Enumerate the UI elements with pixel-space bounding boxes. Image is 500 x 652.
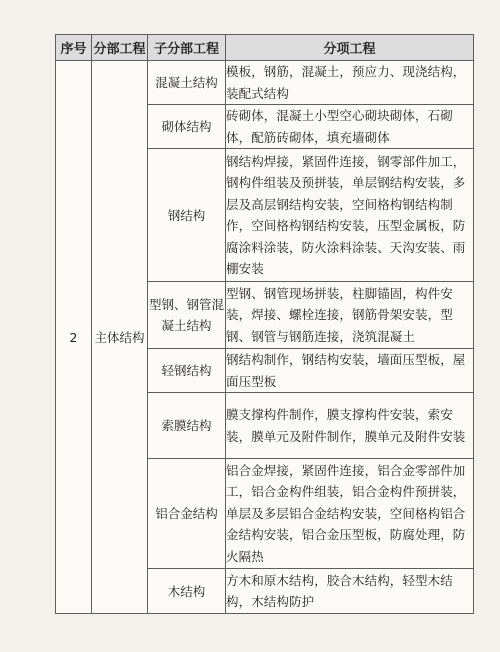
items-cell: 方木和原木结构，胶合木结构，轻型木结构，木结构防护 [226,569,474,614]
items-cell: 铝合金焊接，紧固件连接，铝合金零部件加工，铝合金构件组装，铝合金构件预拼装，单层及多层铝合金结构安装，空间格构铝合金结构安装，铝合金压型板，防腐处理，防火隔热 [226,459,474,569]
subdivision-cell: 砌体结构 [148,105,226,149]
table-header-row [56,35,474,61]
subdivision-cell: 型钢、钢管混凝土结构 [148,282,226,349]
header-items: 分项工程 [226,35,474,61]
subdivision-cell: 铝合金结构 [148,459,226,569]
subdivision-cell: 混凝土结构 [148,61,226,105]
header-seq: 序号 [56,35,92,61]
subdivision-cell: 轻钢结构 [148,349,226,393]
work-breakdown-table [55,34,474,614]
items-cell: 砖砌体，混凝土小型空心砌块砌体，石砌体，配筋砖砌体，填充墙砌体 [226,105,474,149]
subdivision-cell: 索膜结构 [148,393,226,459]
header-subdivision: 子分部工程 [148,35,226,61]
seq-cell: 2 [56,61,92,614]
items-cell: 模板，钢筋，混凝土，预应力、现浇结构，装配式结构 [226,61,474,105]
items-cell: 钢结构制作，钢结构安装，墙面压型板，屋面压型板 [226,349,474,393]
items-cell: 膜支撑构件制作，膜支撑构件安装，索安装，膜单元及附件制作，膜单元及附件安装 [226,393,474,459]
subdivision-cell: 木结构 [148,569,226,614]
subdivision-cell: 钢结构 [148,149,226,282]
items-cell: 型钢、钢管现场拼装，柱脚锚固，构件安装，焊接、螺栓连接，钢筋骨架安装，型钢、钢管与钢筋连接，浇筑混凝土 [226,282,474,349]
table-row [56,61,474,105]
header-division: 分部工程 [92,35,148,61]
division-cell: 主体结构 [92,61,148,614]
items-cell: 钢结构焊接，紧固件连接，钢零部件加工，钢构件组装及预拼装，单层钢结构安装，多层及高层钢结构安装，空间格构钢结构制作，空间格构钢结构安装，压型金属板，防腐涂料涂装，防火涂料涂装、天沟安装、雨棚安装 [226,149,474,282]
